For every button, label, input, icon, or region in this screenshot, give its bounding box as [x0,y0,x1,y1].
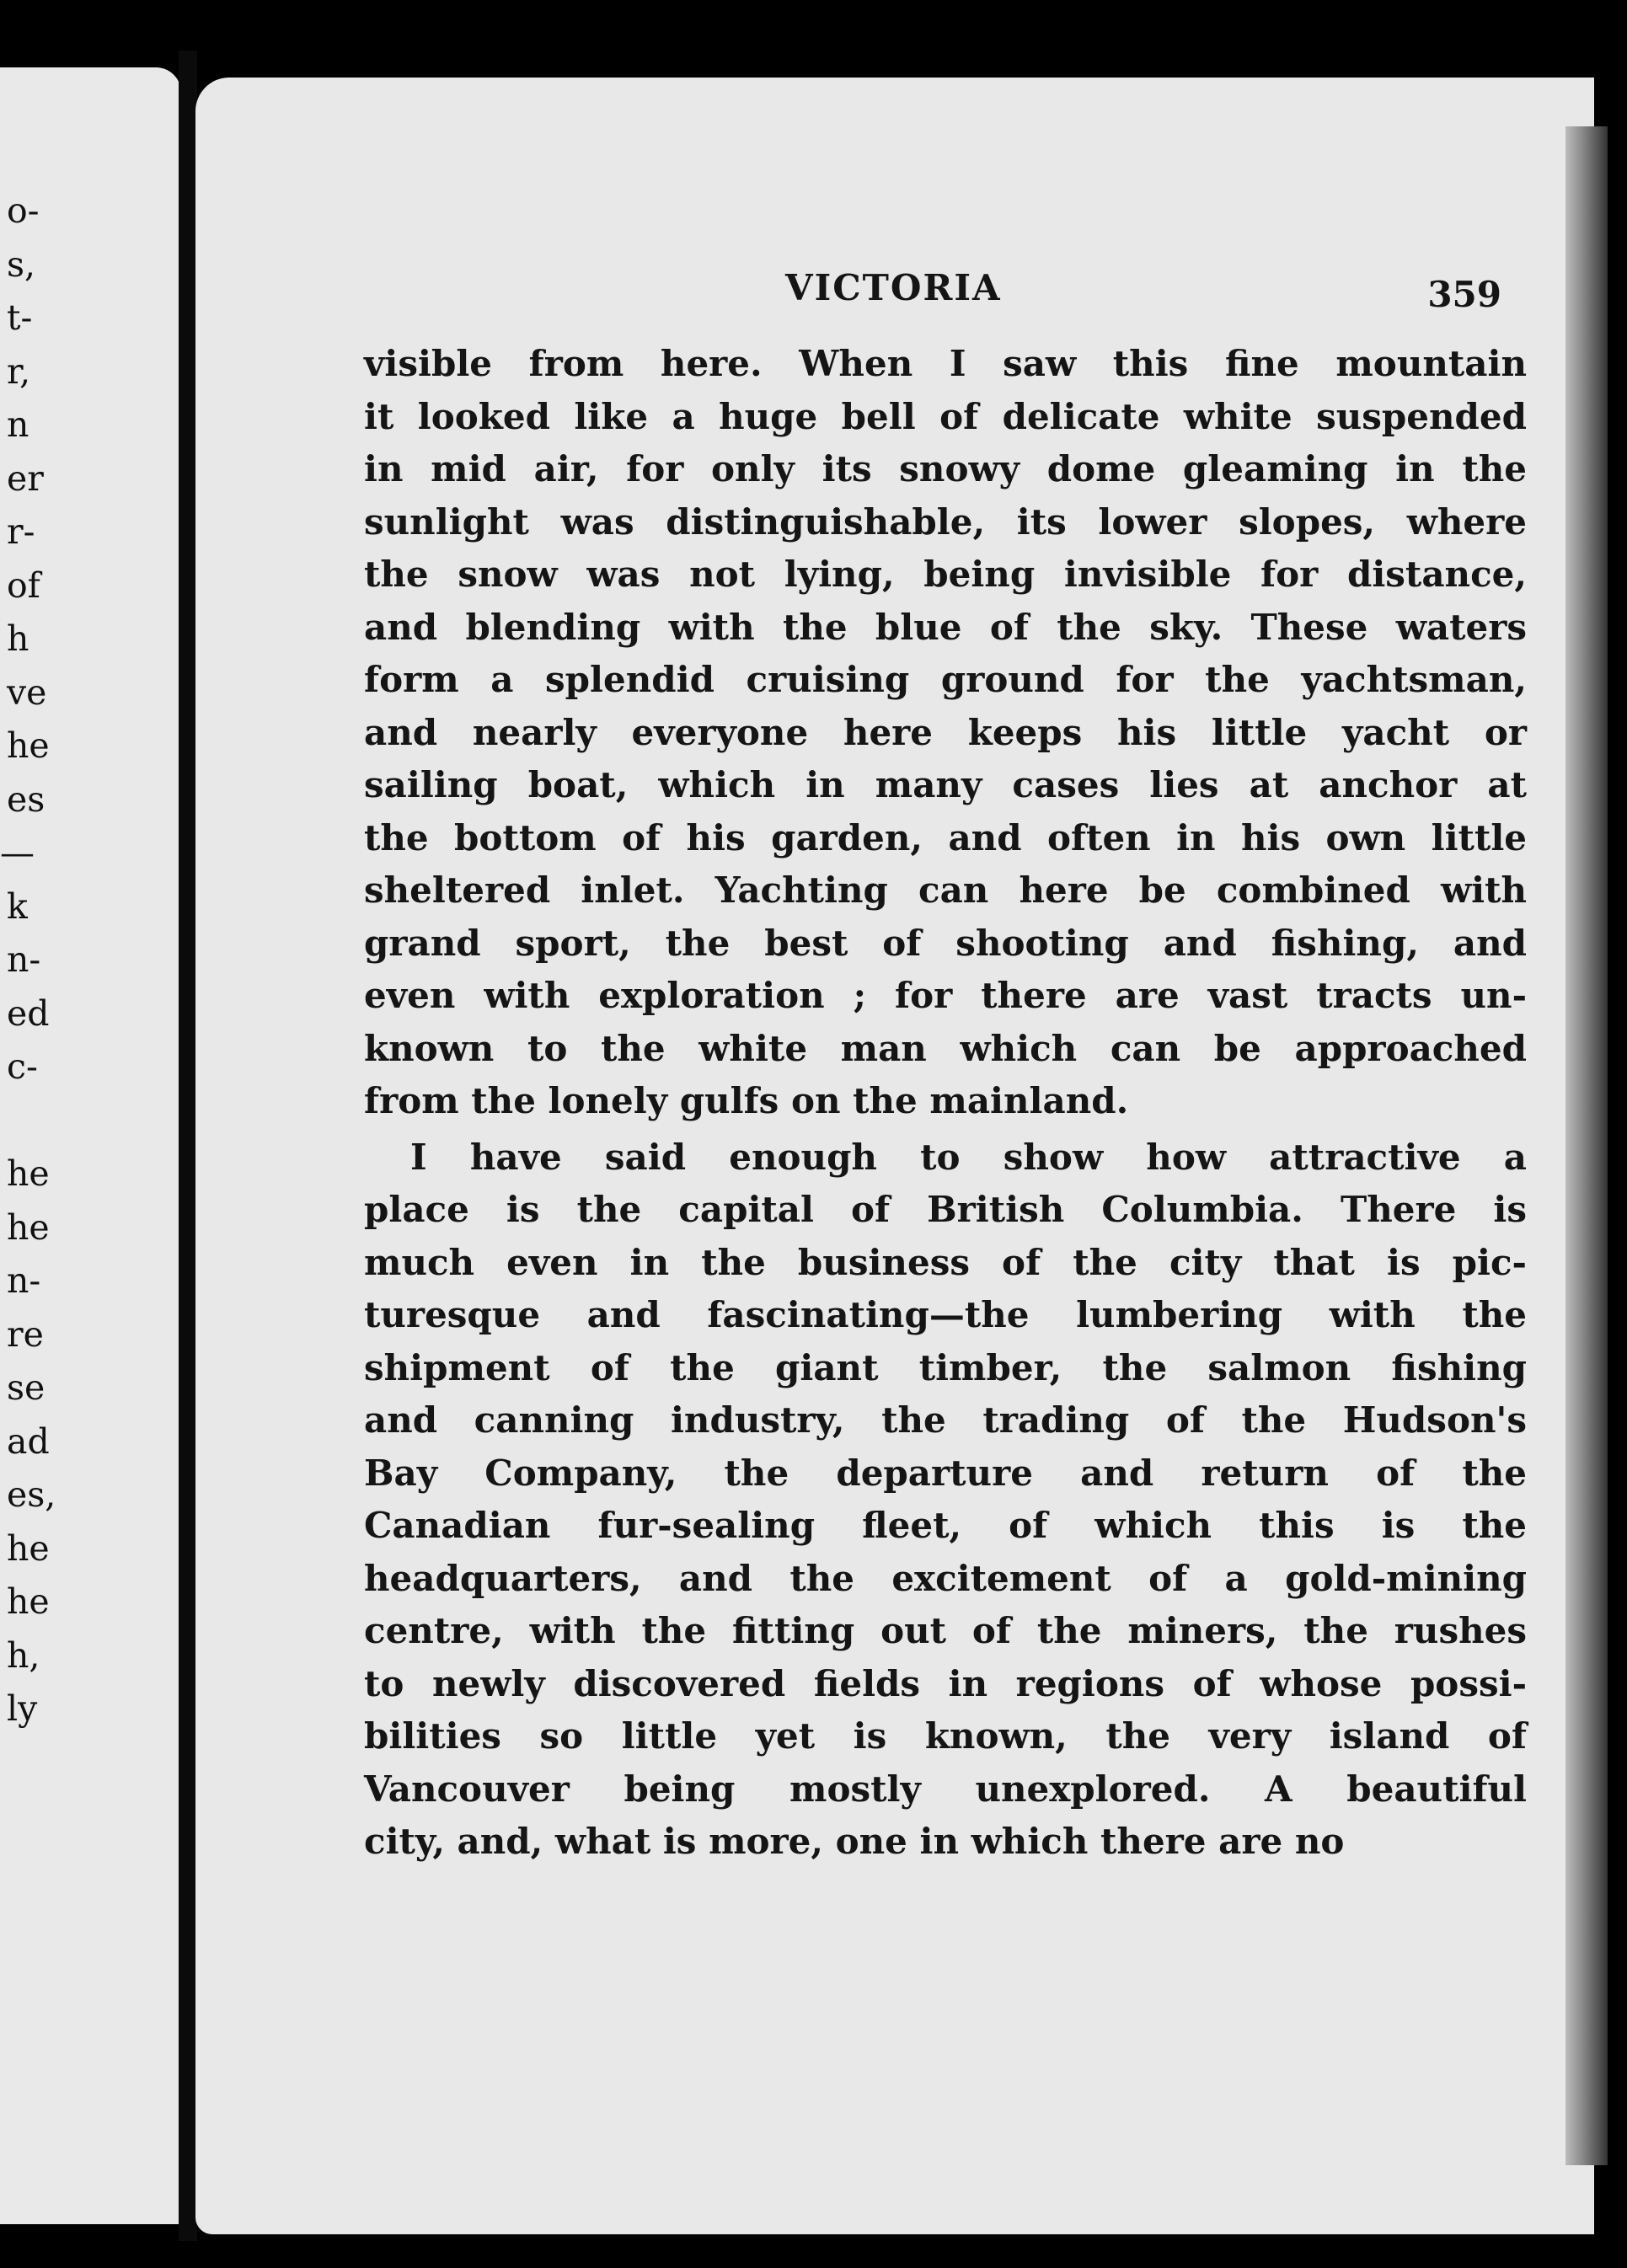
text-line: Bay Company, the departure and return of the [364,1452,1527,1494]
text-line: city, and, what is more, one in which there are no [364,1821,1345,1862]
left-page-fragment: re [7,1313,44,1355]
left-page-fragment: n- [7,939,41,980]
text-line: sailing boat, which in many cases lies at anchor at [364,764,1527,805]
left-page-fragment: er [7,457,44,499]
left-page-fragment: of [7,564,40,606]
left-page-fragment: — [0,832,35,873]
previous-page-edge [0,67,181,2224]
body-text [364,338,1527,1869]
text-line: visible from here. When I saw this fine mountain [364,343,1527,384]
text-line: and nearly everyone here keeps his little yacht or [364,711,1527,753]
left-page-fragment: h [7,618,29,659]
left-page-fragment: r, [7,350,31,392]
text-line: sheltered inlet. Yachting can here be combined with [364,869,1527,911]
text-line: bilities so little yet is known, the very island of [364,1715,1527,1757]
left-page-fragment: he [7,1206,50,1248]
left-page-fragment: n [7,404,29,445]
left-page-fragment: he [7,1581,50,1622]
paragraph [364,1131,1527,1869]
text-line: shipment of the giant timber, the salmon fishing [364,1346,1527,1388]
left-page-fragment: k [7,885,28,927]
left-page-fragment: he [7,725,50,766]
text-line: even with exploration ; for there are vast tracts un- [364,975,1527,1016]
left-page-fragment: es, [7,1474,56,1515]
text-line: the snow was not lying, being invisible for distance, [364,554,1527,595]
text-line: grand sport, the best of shooting and fishing, and [364,922,1527,964]
text-line: I have said enough to show how attractive a [410,1136,1527,1178]
book-page [195,78,1594,2234]
text-line: known to the white man which can be approached [364,1027,1527,1069]
page-number: 359 [1427,274,1501,315]
text-line: turesque and fascinating—the lumbering with the [364,1294,1527,1335]
text-line: and canning industry, the trading of the Hudson's [364,1399,1527,1441]
text-line: Canadian fur-sealing fleet, of which this is the [364,1505,1527,1546]
text-line: form a splendid cruising ground for the yachtsman, [364,659,1527,700]
text-line: from the lonely gulfs on the mainland. [364,1080,1129,1121]
left-page-fragment: h, [7,1634,40,1676]
left-page-fragment: he [7,1153,50,1194]
running-title: VICTORIA [785,267,1002,308]
left-page-fragment: se [7,1367,45,1408]
page-block-edge [1565,126,1608,2165]
text-line: the bottom of his garden, and often in his own little [364,816,1527,859]
text-line: and blending with the blue of the sky. These waters [364,606,1527,648]
left-page-fragment: s, [7,243,36,285]
text-line: it looked like a huge bell of delicate white suspended [364,395,1527,437]
text-line: much even in the business of the city that is pic- [364,1241,1527,1283]
left-page-fragment: o- [7,190,40,231]
text-line: centre, with the fitting out of the miners, the rushes [364,1610,1527,1651]
text-line: to newly discovered fields in regions of whose possi- [364,1662,1527,1704]
text-line: in mid air, for only its snowy dome gleaming in the [364,448,1527,489]
left-page-fragment: t- [7,297,33,338]
left-page-fragment: he [7,1527,50,1569]
left-page-fragment: r- [7,511,35,552]
book-gutter [179,51,197,2241]
text-line: sunlight was distinguishable, its lower slopes, where [364,500,1527,543]
text-line: Vancouver being mostly unexplored. A beautiful [364,1768,1527,1810]
paragraph [364,338,1527,1128]
left-page-fragment: ed [7,992,50,1034]
left-page-fragment: ve [7,671,47,713]
text-line: headquarters, and the excitement of a gold-mining [364,1557,1527,1599]
left-page-fragment: ad [7,1420,50,1462]
left-page-fragment: n- [7,1260,41,1301]
left-page-fragment: c- [7,1046,38,1087]
text-line: place is the capital of British Columbia. There is [364,1189,1527,1230]
page-text [364,267,1527,1869]
page-header [364,267,1527,326]
left-page-fragment: ly [7,1688,38,1729]
left-page-fragment: es [7,778,45,820]
